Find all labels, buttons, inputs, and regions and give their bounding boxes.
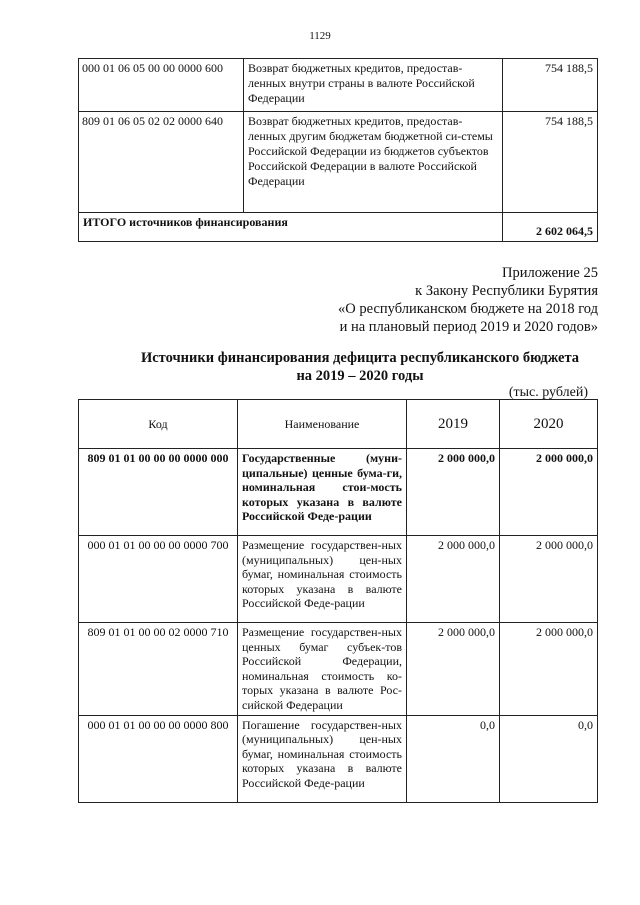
budget-code: 000 01 06 05 00 00 0000 600 (79, 59, 244, 112)
title-line: на 2019 – 2020 годы (296, 368, 424, 384)
table-row (79, 715, 598, 802)
header-2019: 2019 (407, 400, 500, 449)
value-2019: 0,0 (407, 715, 500, 802)
table-row (79, 536, 598, 623)
total-label: ИТОГО источников финансирования (79, 213, 503, 242)
value-2020: 2 000 000,0 (500, 449, 598, 536)
row-name: Государственные (муни-ципальные) ценные бума-ги, номинальная стои-мость которых указана в валюте Российской Феде-рации (238, 449, 407, 536)
appendix-line: к Закону Республики Бурятия (415, 283, 598, 299)
header-2020: 2020 (500, 400, 598, 449)
budget-code: 000 01 01 00 00 00 0000 700 (79, 536, 238, 623)
appendix-line: и на плановый период 2019 и 2020 годов» (339, 319, 598, 335)
total-value: 2 602 064,5 (503, 213, 598, 242)
table-row (79, 59, 598, 112)
row-name: Размещение государствен-ных ценных бумаг субъек-тов Российской Федерации, номинальная стоимость ко-торых указана в валюте Рос-сийской Федерации (238, 623, 407, 716)
value-2019: 2 000 000,0 (407, 449, 500, 536)
total-row (79, 213, 598, 242)
budget-code: 809 01 01 00 00 00 0000 000 (79, 449, 238, 536)
value-2020: 2 000 000,0 (500, 536, 598, 623)
row-name: Размещение государствен-ных (муниципальных) цен-ных бумаг, номинальная стоимость которых указана в валюте Российской Феде-рации (238, 536, 407, 623)
row-value: 754 188,5 (503, 112, 598, 213)
value-2020: 0,0 (500, 715, 598, 802)
budget-code: 000 01 01 00 00 00 0000 800 (79, 715, 238, 802)
row-name: Погашение государствен-ных (муниципальных) цен-ных бумаг, номинальная стоимость которых указана в валюте Российской Феде-рации (238, 715, 407, 802)
row-name: Возврат бюджетных кредитов, предостав-ленных внутри страны в валюте Российской Федерации (244, 59, 503, 112)
title-line: Источники финансирования дефицита республиканского бюджета (140, 350, 580, 366)
value-2019: 2 000 000,0 (407, 623, 500, 716)
sources-table-continued (78, 58, 598, 242)
appendix-line: «О республиканском бюджете на 2018 год (338, 301, 598, 317)
value-2019: 2 000 000,0 (407, 536, 500, 623)
table-row (79, 623, 598, 716)
table-row (79, 449, 598, 536)
appendix-line: Приложение 25 (502, 265, 598, 281)
row-name: Возврат бюджетных кредитов, предостав-ленных другим бюджетам бюджетной си-стемы Российской Федерации из бюджетов субъектов Российской Федерации в валюте Российской Федерации (244, 112, 503, 213)
document-title (90, 349, 630, 385)
header-name: Наименование (238, 400, 407, 449)
table-header-row (79, 400, 598, 449)
table-row (79, 112, 598, 213)
appendix-heading (338, 264, 598, 336)
financing-sources-table (78, 399, 598, 803)
units-note: (тыс. рублей) (508, 385, 588, 400)
budget-code: 809 01 01 00 00 02 0000 710 (79, 623, 238, 716)
page-number: 1129 (309, 30, 331, 42)
row-value: 754 188,5 (503, 59, 598, 112)
value-2020: 2 000 000,0 (500, 623, 598, 716)
budget-code: 809 01 06 05 02 02 0000 640 (79, 112, 244, 213)
header-code: Код (79, 400, 238, 449)
